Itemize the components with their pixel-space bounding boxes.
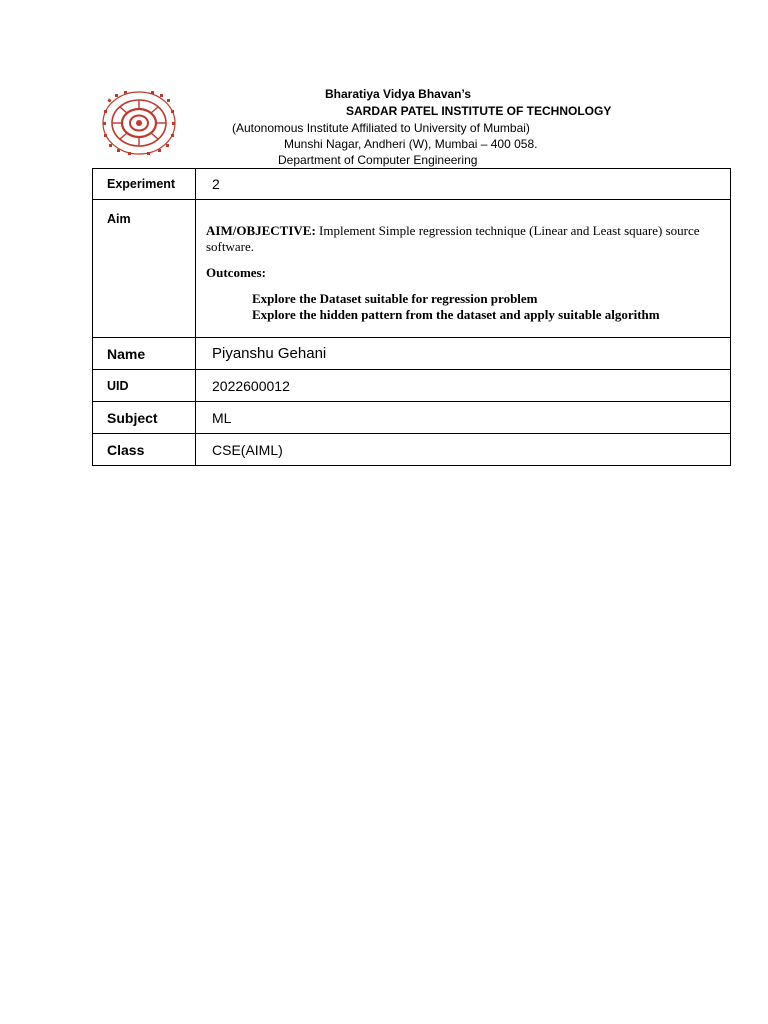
table-row	[93, 370, 731, 402]
list-item: Explore the hidden pattern from the dataset and apply suitable algorithm	[252, 306, 660, 322]
aim-text: Implement Simple regression technique (Linear and Least square) source software.	[206, 222, 700, 254]
subject-label: Subject	[93, 402, 196, 434]
class-label: Class	[93, 434, 196, 466]
uid-value: 2022600012	[196, 370, 731, 402]
outcomes-list	[206, 291, 730, 323]
aim-title: AIM/OBJECTIVE:	[206, 222, 316, 238]
table-row	[93, 402, 731, 434]
class-value: CSE(AIML)	[196, 434, 731, 466]
institute-seal-icon	[100, 90, 178, 156]
list-item: Explore the Dataset suitable for regression problem	[252, 290, 538, 306]
table-row	[93, 169, 731, 200]
uid-label: UID	[93, 370, 196, 402]
outcomes-title: Outcomes:	[206, 264, 266, 280]
affiliation-text: (Autonomous Institute Affiliated to University of Mumbai)	[232, 121, 530, 135]
name-value: Piyanshu Gehani	[196, 338, 731, 370]
department-name: Department of Computer Engineering	[278, 153, 478, 167]
experiment-value: 2	[196, 169, 731, 200]
experiment-label: Experiment	[93, 169, 196, 200]
address-text: Munshi Nagar, Andheri (W), Mumbai – 400 058.	[284, 137, 538, 151]
trust-name: Bharatiya Vidya Bhavan’s	[325, 87, 472, 101]
aim-content	[196, 211, 730, 323]
aim-label: Aim	[93, 200, 196, 338]
name-label: Name	[93, 338, 196, 370]
table-row	[93, 200, 731, 338]
aim-cell	[196, 200, 731, 338]
table-row	[93, 338, 731, 370]
aim-objective	[206, 223, 730, 255]
subject-value: ML	[196, 402, 731, 434]
institute-name: SARDAR PATEL INSTITUTE OF TECHNOLOGY	[346, 104, 612, 118]
table-row	[93, 434, 731, 466]
experiment-info-table	[92, 168, 731, 466]
